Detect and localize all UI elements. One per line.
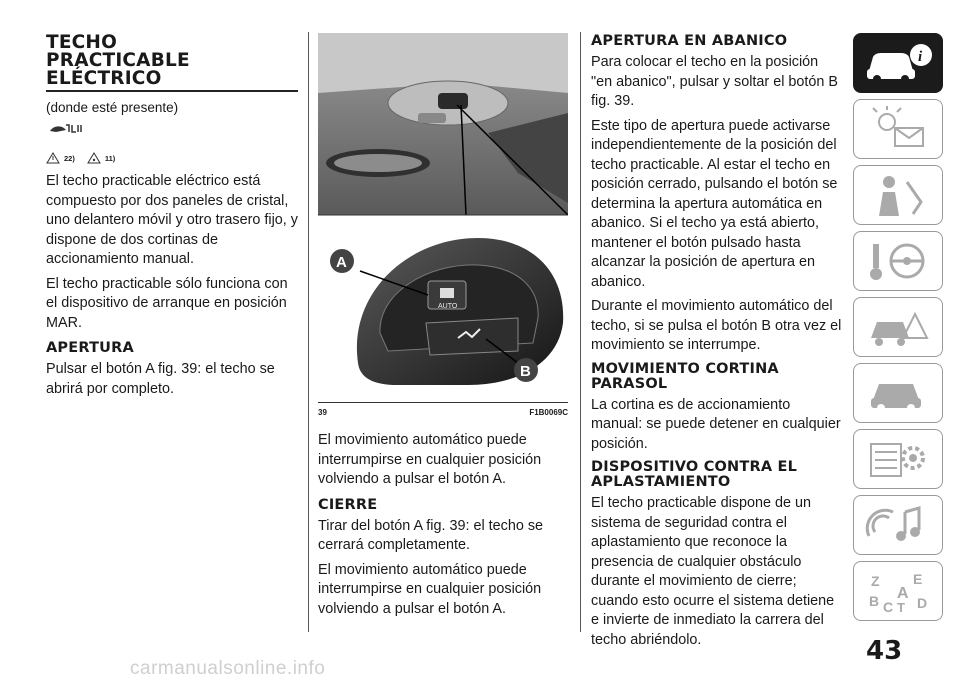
figure-number: 39: [318, 408, 327, 417]
middle-column: [318, 0, 568, 624]
attention-triangle-icon: [87, 152, 101, 164]
tab-multimedia[interactable]: [853, 495, 943, 555]
warning-ref-2-label: 11): [104, 153, 116, 163]
tab-index[interactable]: [853, 561, 943, 621]
specs-gear-icon: [863, 436, 933, 482]
tab-lights-warnings[interactable]: [853, 99, 943, 159]
figure-39: [318, 33, 568, 417]
apertura-text: Pulsar el botón A fig. 39: el techo se abrirá por completo.: [46, 361, 275, 397]
warning-ref-1-label: 22): [64, 153, 75, 163]
tab-emergency[interactable]: [853, 297, 943, 357]
tab-maintenance[interactable]: [853, 363, 943, 423]
warning-ref-2[interactable]: [87, 152, 115, 164]
middle-paragraph-2: El movimiento automático puede interrumpirse en cualquier posición volviendo a pulsar el botón A.: [318, 561, 542, 617]
safety-airbag-icon: [863, 172, 933, 218]
availability-note: (donde esté presente): [46, 99, 179, 115]
svg-text:Z: Z: [871, 573, 880, 589]
car-service-icon: [863, 370, 933, 416]
right-column: [591, 0, 843, 655]
tab-vehicle-info[interactable]: [853, 33, 943, 93]
callout-b: B: [520, 363, 531, 380]
key-steering-icon: [863, 238, 933, 284]
auto-label: AUTO: [438, 303, 458, 310]
cortina-heading: MOVIMIENTO CORTINA PARASOL: [591, 360, 779, 392]
tab-safety[interactable]: [853, 165, 943, 225]
figure-caption: [318, 402, 568, 417]
abanico-paragraph-1: Para colocar el techo en la posición "en abanico", pulsar y soltar el botón B fig. 39.: [591, 54, 839, 109]
dispositivo-heading: DISPOSITIVO CONTRA EL APLASTAMIENTO: [591, 459, 798, 490]
cortina-text: La cortina es de accionamiento manual: se puede detener en cualquier posición.: [591, 396, 841, 452]
svg-text:T: T: [897, 600, 905, 614]
warning-ref-1[interactable]: [46, 152, 75, 164]
callout-a: A: [336, 254, 347, 271]
apertura-heading: APERTURA: [46, 340, 134, 356]
svg-text:A: A: [897, 585, 909, 602]
abanico-paragraph-2: Este tipo de apertura puede activarse independientemente de la posición del techo practicable. Al estar el techo en posición cerrado, pulsando el botón se determina la apertura automática en abanico. Si el techo ya está abierto, mantener el botón pulsado hasta alcanzar la posición de apertura en abanico.: [591, 117, 838, 290]
svg-text:E: E: [913, 571, 923, 587]
svg-text:B: B: [869, 593, 880, 609]
figure-code: F1B0069C: [529, 408, 568, 417]
abanico-paragraph-3: Durante el movimiento automático del techo, si se pulsa el botón B otra vez el movimiento se interrumpe.: [591, 298, 842, 353]
warning-triangle-icon: [46, 152, 60, 164]
description-paragraph-2: El techo practicable sólo funciona con el dispositivo de arranque en posición MAR.: [46, 275, 288, 331]
cierre-text: Tirar del botón A fig. 39: el techo se cerrará completamente.: [318, 517, 544, 553]
svg-text:D: D: [917, 595, 928, 611]
cierre-heading: CIERRE: [318, 496, 378, 513]
tab-starting-driving[interactable]: [853, 231, 943, 291]
svg-text:C: C: [883, 599, 894, 614]
page-number: 43: [866, 636, 903, 666]
description-paragraph-1: El techo practicable eléctrico está compuesto por dos paneles de cristal, uno delantero móvil y otro trasero fijo, y dispone de dos cortinas de accionamiento manual.: [46, 173, 298, 267]
section-title: [46, 34, 298, 88]
title-line-1: TECHO: [46, 32, 118, 53]
optional-equipment-icon: [48, 121, 298, 140]
column-divider-2: [580, 32, 581, 632]
column-divider-1: [308, 32, 309, 632]
multimedia-icon: [863, 502, 933, 548]
roof-console-illustration: [318, 33, 568, 397]
abanico-heading: APERTURA EN ABANICO: [591, 33, 788, 49]
title-line-3: ELÉCTRICO: [46, 68, 162, 89]
lights-warning-icon: [863, 106, 933, 152]
title-line-2: PRACTICABLE: [46, 50, 190, 71]
title-underline: [46, 90, 298, 92]
car-info-icon: [863, 41, 933, 85]
left-column: [46, 0, 298, 404]
middle-paragraph-1: El movimiento automático puede interrumpirse en cualquier posición volviendo a pulsar el botón A.: [318, 432, 542, 487]
emergency-icon: [863, 304, 933, 350]
watermark: carmanualsonline.info: [130, 658, 326, 679]
dispositivo-text: El techo practicable dispone de un sistema de seguridad contra el aplastamiento que reconoce la presencia de cualquier obstáculo durante el movimiento de cierre; cuando esto ocurre el sistema detiene e invierte de inmediato la carrera del techo abriéndolo.: [591, 495, 835, 648]
warning-refs: [46, 152, 298, 164]
index-letters-icon: [863, 568, 933, 614]
tab-specs[interactable]: [853, 429, 943, 489]
svg-text:i: i: [918, 49, 923, 65]
chapter-tabs: [853, 33, 943, 627]
